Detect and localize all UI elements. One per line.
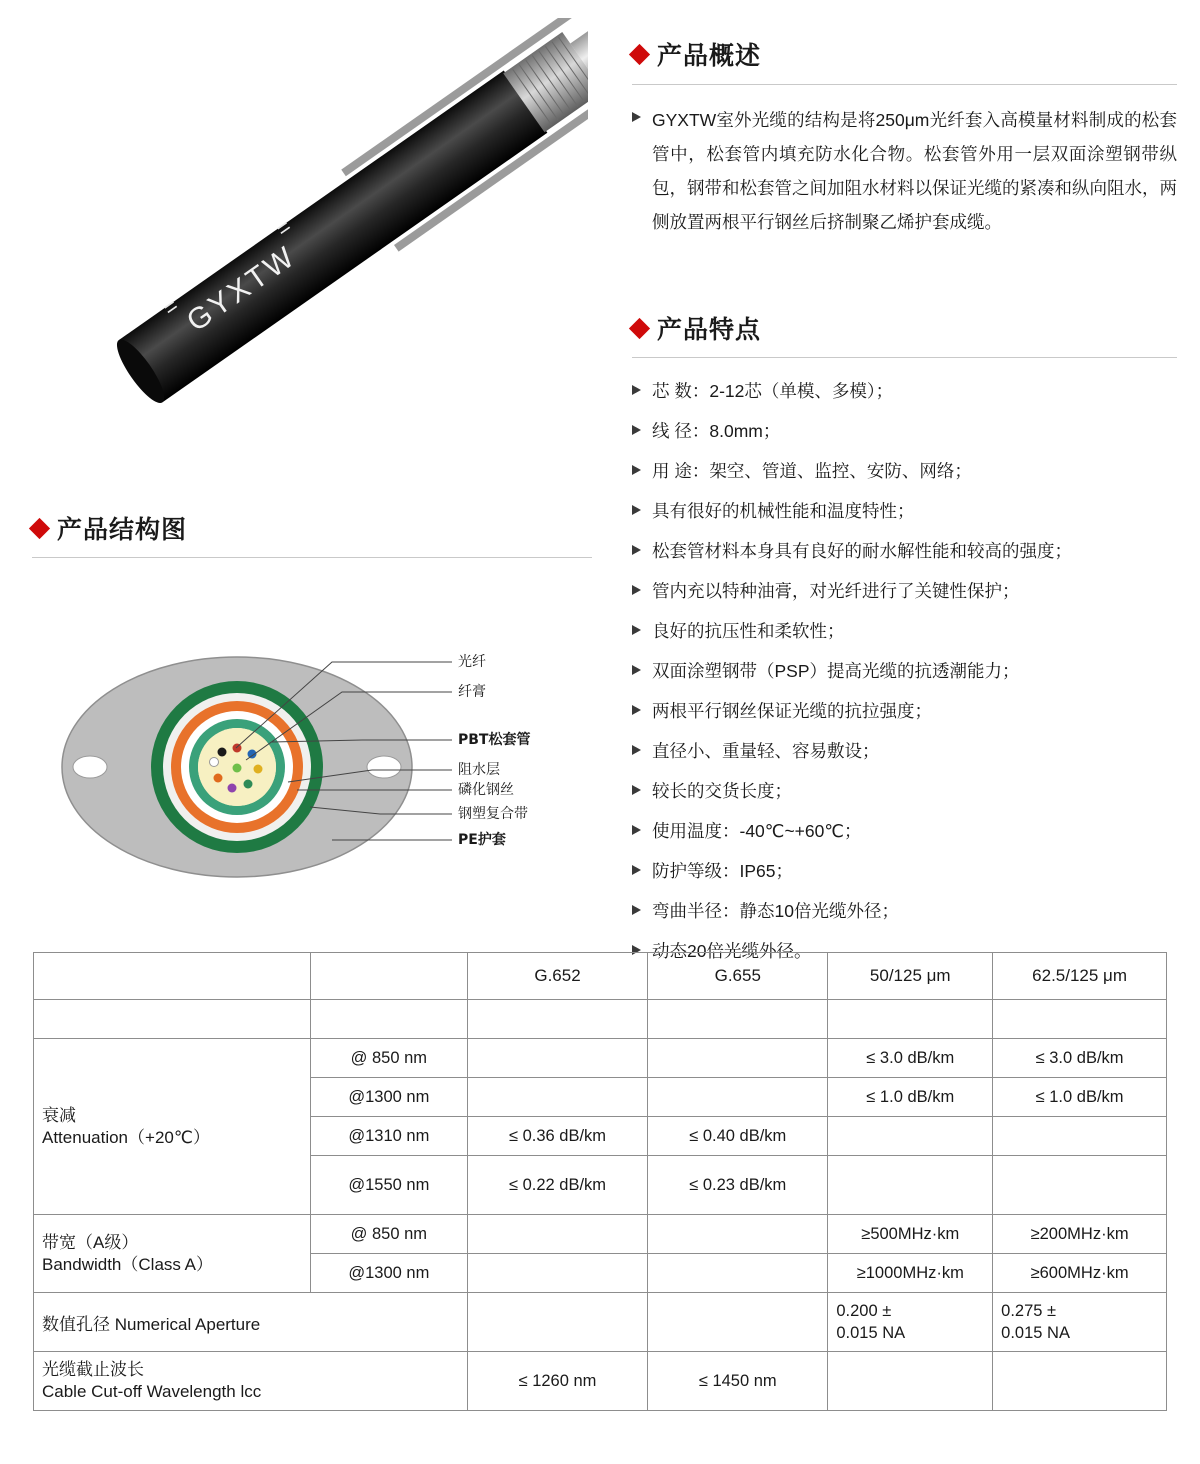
cond-cell: @1310 nm [310, 1117, 467, 1156]
value-cell [648, 1215, 828, 1254]
feature-item [632, 496, 1177, 527]
feature-item-label: 良好的抗压性和柔软性； [652, 621, 845, 641]
feature-item-label: 具有很好的机械性能和温度特性； [652, 501, 915, 521]
cond-cell: @ 850 nm [310, 1215, 467, 1254]
overview-paragraph [632, 103, 1177, 239]
spacer-cell [993, 1000, 1167, 1039]
feature-item-label: 防护等级：IP65； [652, 861, 793, 881]
value-cell: 0.275 ± 0.015 NA [993, 1293, 1167, 1352]
value-cell [467, 1078, 647, 1117]
feature-item-label: 双面涂塑钢带（PSP）提高光缆的抗透潮能力； [652, 661, 1020, 681]
table-row [34, 1352, 1167, 1411]
structure-section [32, 510, 592, 922]
feature-item-label: 松套管材料本身具有良好的耐水解性能和较高的强度； [652, 541, 1072, 561]
feature-item [632, 376, 1177, 407]
structure-title: 产品结构图 [57, 515, 188, 544]
diamond-bullet-icon [629, 43, 650, 64]
triangle-bullet-icon [632, 785, 641, 795]
cond-cell: @1550 nm [310, 1156, 467, 1215]
feature-item [632, 576, 1177, 607]
value-cell: ≤ 1.0 dB/km [828, 1078, 993, 1117]
feature-item [632, 416, 1177, 447]
value-cell [828, 1156, 993, 1215]
spacer-cell [828, 1000, 993, 1039]
triangle-bullet-icon [632, 625, 641, 635]
specification-table [33, 952, 1167, 1411]
cond-cell: @ 850 nm [310, 1039, 467, 1078]
value-cell: ≤ 1.0 dB/km [993, 1078, 1167, 1117]
value-cell: ≤ 1260 nm [467, 1352, 647, 1411]
feature-item [632, 696, 1177, 727]
divider [632, 84, 1177, 85]
callout-label-3: 阻水层 [458, 762, 500, 778]
value-cell: 0.200 ± 0.015 NA [828, 1293, 993, 1352]
feature-item-label: 管内充以特种油膏，对光纤进行了关键性保护； [652, 581, 1020, 601]
feature-item-label: 动态20倍光缆外径。 [652, 941, 812, 961]
feature-item-label: 较长的交货长度； [652, 781, 792, 801]
triangle-bullet-icon [632, 425, 641, 435]
features-section-header [632, 310, 1177, 346]
overview-section [632, 36, 1177, 248]
svg-text:GYXTW: GYXTW [180, 239, 303, 339]
triangle-bullet-icon [632, 505, 641, 515]
value-cell: ≤ 0.23 dB/km [648, 1156, 828, 1215]
cutoff-label: 光缆截止波长 Cable Cut-off Wavelength lcc [34, 1352, 468, 1411]
callout-label-1: 纤膏 [458, 684, 486, 700]
divider [32, 557, 592, 558]
value-cell: ≥1000MHz·km [828, 1254, 993, 1293]
header-cell-0 [34, 953, 311, 1000]
triangle-bullet-icon [632, 545, 641, 555]
value-cell: ≤ 0.40 dB/km [648, 1117, 828, 1156]
cable-product-photo [28, 18, 588, 468]
header-cell-1 [310, 953, 467, 1000]
value-cell: ≥500MHz·km [828, 1215, 993, 1254]
spacer-cell [310, 1000, 467, 1039]
value-cell [648, 1254, 828, 1293]
callout-label-5: 钢塑复合带 [458, 806, 528, 822]
feature-item [632, 736, 1177, 767]
feature-item [632, 616, 1177, 647]
value-cell [993, 1156, 1167, 1215]
value-cell [828, 1117, 993, 1156]
value-cell [648, 1039, 828, 1078]
triangle-bullet-icon [632, 585, 641, 595]
header-cell-2: G.652 [467, 953, 647, 1000]
table-row [34, 1215, 1167, 1254]
triangle-bullet-icon [632, 865, 641, 875]
spacer-cell [467, 1000, 647, 1039]
value-cell [648, 1293, 828, 1352]
triangle-bullet-icon [632, 465, 641, 475]
triangle-bullet-icon [632, 385, 641, 395]
triangle-bullet-icon [632, 665, 641, 675]
feature-item-label: 使用温度：-40℃~+60℃； [652, 821, 862, 841]
cond-cell: @1300 nm [310, 1254, 467, 1293]
value-cell [467, 1039, 647, 1078]
feature-item [632, 536, 1177, 567]
value-cell [993, 1352, 1167, 1411]
callout-label-4: 磷化钢丝 [458, 782, 514, 798]
feature-item-label: 弯曲半径：静态10倍光缆外径； [652, 901, 899, 921]
feature-item-label: 芯 数：2-12芯（单模、多模）； [652, 381, 894, 401]
value-cell [467, 1254, 647, 1293]
value-cell [467, 1215, 647, 1254]
header-cell-3: G.655 [648, 953, 828, 1000]
feature-item [632, 896, 1177, 927]
overview-section-header [632, 36, 1177, 72]
divider [632, 357, 1177, 358]
value-cell: ≤ 3.0 dB/km [993, 1039, 1167, 1078]
value-cell [993, 1117, 1167, 1156]
table-row [34, 1293, 1167, 1352]
features-section [632, 310, 1177, 976]
feature-item [632, 456, 1177, 487]
value-cell: ≥200MHz·km [993, 1215, 1167, 1254]
feature-item [632, 776, 1177, 807]
table-spacer-row [34, 1000, 1167, 1039]
table-header-row [34, 953, 1167, 1000]
triangle-bullet-icon [632, 825, 641, 835]
callout-label-2: PBT松套管 [458, 732, 531, 748]
feature-item-label: 两根平行钢丝保证光缆的抗拉强度； [652, 701, 932, 721]
value-cell [648, 1078, 828, 1117]
feature-item-label: 线 径：8.0mm； [652, 421, 781, 441]
spacer-cell [648, 1000, 828, 1039]
value-cell: ≤ 3.0 dB/km [828, 1039, 993, 1078]
structure-section-header [32, 510, 592, 546]
feature-item [632, 656, 1177, 687]
callout-label-6: PE护套 [458, 832, 506, 848]
feature-item [632, 816, 1177, 847]
header-cell-5: 62.5/125 μm [993, 953, 1167, 1000]
header-cell-4: 50/125 μm [828, 953, 993, 1000]
diamond-bullet-icon [629, 317, 650, 338]
bandwidth-label: 带宽（A级） Bandwidth（Class A） [34, 1215, 311, 1293]
overview-paragraph-text: GYXTW室外光缆的结构是将250μm光纤套入高模量材料制成的松套管中，松套管内填充防水化合物。松套管外用一层双面涂塑钢带纵包，钢带和松套管之间加阻水材料以保证光缆的紧凑和纵向阻水，两侧放置两根平行钢丝后挤制聚乙烯护套成缆。 [652, 110, 1177, 232]
triangle-bullet-icon [632, 905, 641, 915]
feature-item-label: 用 途：架空、管道、监控、安防、网络； [652, 461, 972, 481]
value-cell [467, 1293, 647, 1352]
value-cell: ≤ 1450 nm [648, 1352, 828, 1411]
feature-item-label: 直径小、重量轻、容易敷设； [652, 741, 880, 761]
value-cell [828, 1352, 993, 1411]
value-cell: ≤ 0.22 dB/km [467, 1156, 647, 1215]
features-list [632, 376, 1177, 967]
cond-cell: @1300 nm [310, 1078, 467, 1117]
feature-item [632, 856, 1177, 887]
attenuation-label: 衰减 Attenuation（+20℃） [34, 1039, 311, 1215]
features-title: 产品特点 [657, 315, 762, 344]
value-cell: ≤ 0.36 dB/km [467, 1117, 647, 1156]
diamond-bullet-icon [29, 517, 50, 538]
table-row [34, 1039, 1167, 1078]
svg-text:=: = [158, 292, 184, 321]
cable-cross-section-diagram [32, 592, 592, 922]
triangle-bullet-icon [632, 112, 641, 122]
numerical-aperture-label: 数值孔径 Numerical Aperture [34, 1293, 468, 1352]
svg-text:=: = [271, 213, 297, 242]
value-cell: ≥600MHz·km [993, 1254, 1167, 1293]
overview-title: 产品概述 [657, 41, 762, 70]
spacer-cell [34, 1000, 311, 1039]
triangle-bullet-icon [632, 745, 641, 755]
callout-label-0: 光纤 [458, 654, 486, 670]
triangle-bullet-icon [632, 705, 641, 715]
